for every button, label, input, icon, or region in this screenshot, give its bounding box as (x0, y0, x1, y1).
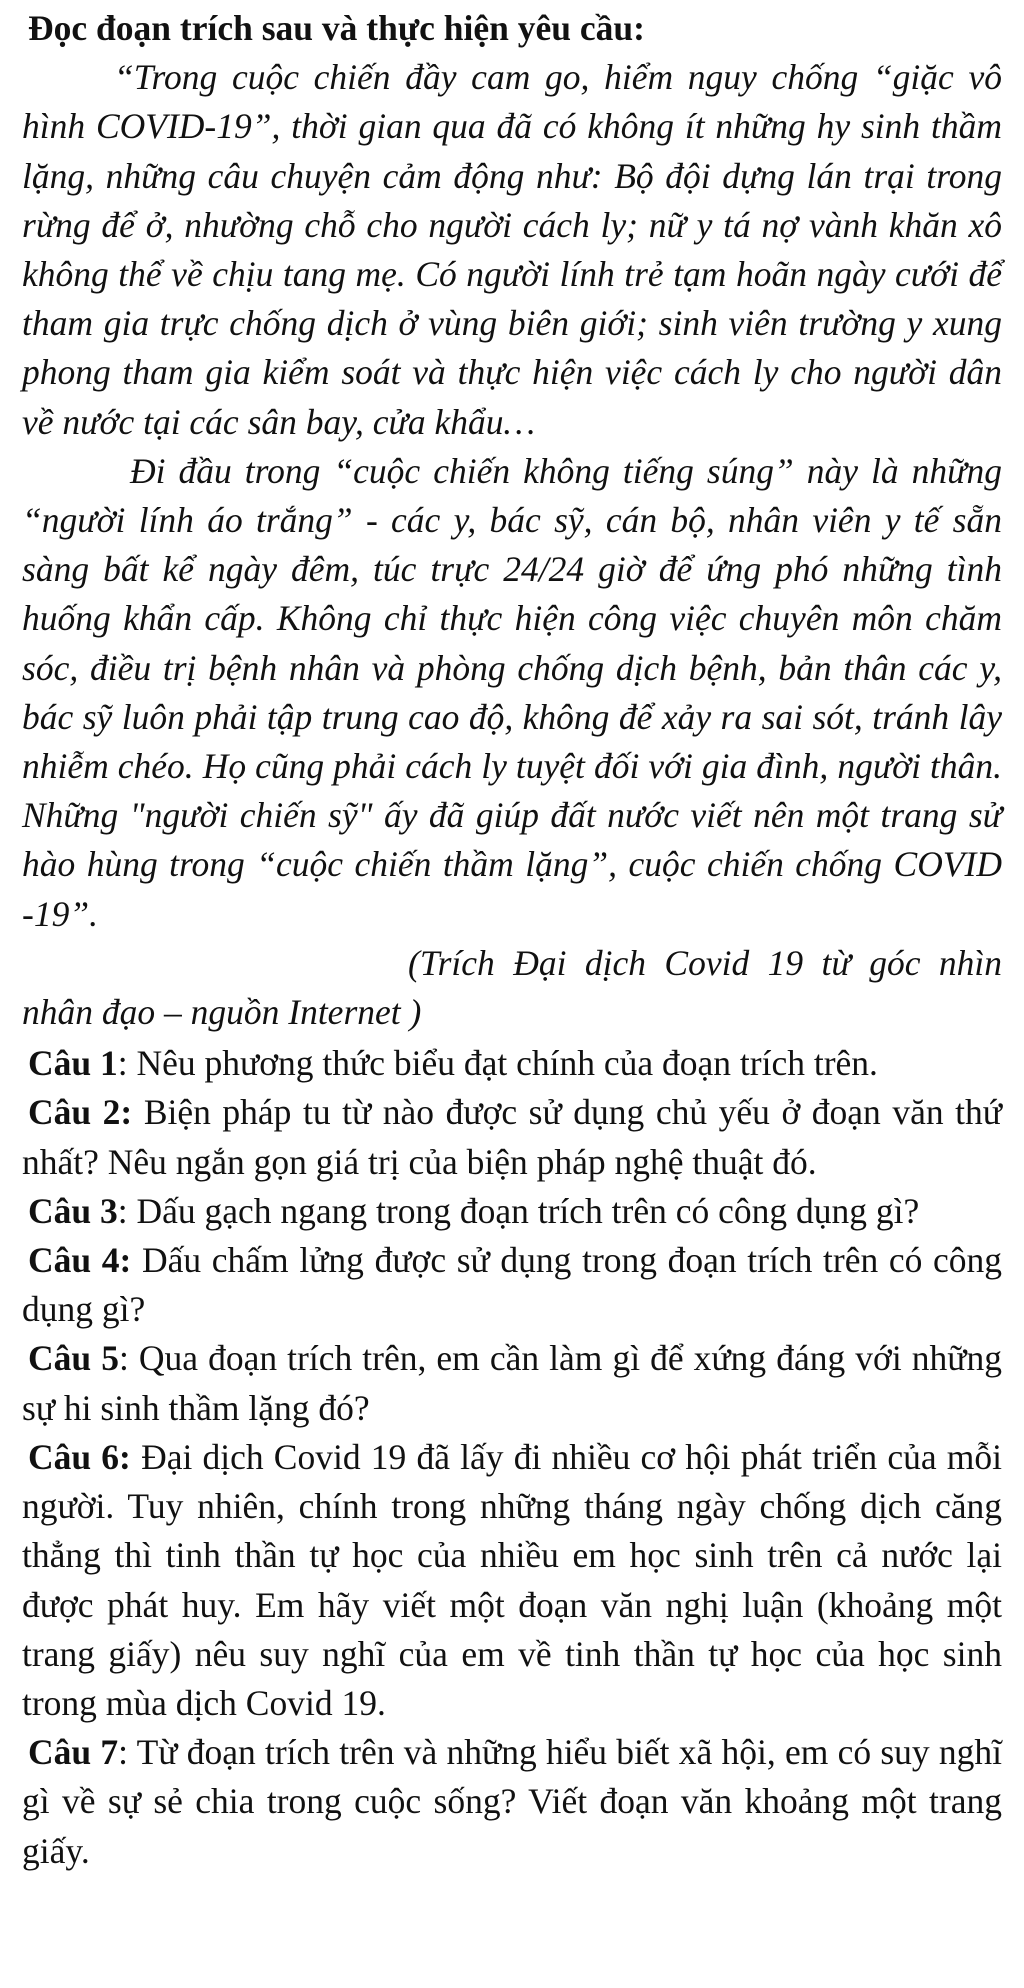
question-text: Từ đoạn trích trên và những hiểu biết xã hội, em có suy nghĩ gì về sự sẻ chia trong cuộc sống? Viết đoạn văn khoảng một trang giấy. (22, 1732, 1002, 1871)
question-text: Đại dịch Covid 19 đã lấy đi nhiều cơ hội phát triển của mỗi người. Tuy nhiên, chính trong những tháng ngày chống dịch căng thẳng thì tinh thần tự học của nhiều em học sinh trên cả nước lại được phát huy. Em hãy viết một đoạn văn nghị luận (khoảng một trang giấy) nêu suy nghĩ của em về tinh thần tự học của học sinh trong mùa dịch Covid 19. (22, 1436, 1002, 1723)
excerpt-passage (22, 53, 1002, 939)
question-text: Qua đoạn trích trên, em cần làm gì để xứng đáng với những sự hi sinh thầm lặng đó? (22, 1338, 1002, 1428)
question-separator: : (117, 1043, 128, 1084)
question-5 (22, 1334, 1002, 1432)
question-list (22, 1039, 1002, 1875)
question-separator: : (118, 1732, 128, 1773)
question-3 (22, 1187, 1002, 1236)
instruction-heading: Đọc đoạn trích sau và thực hiện yêu cầu: (28, 8, 645, 48)
question-text: Dấu gạch ngang trong đoạn trích trên có công dụng gì? (127, 1190, 920, 1231)
question-7 (22, 1728, 1002, 1876)
question-text: Dấu chấm lửng được sử dụng trong đoạn trích trên có công dụng gì? (22, 1240, 1003, 1330)
question-text: Biện pháp tu từ nào được sử dụng chủ yếu ở đoạn văn thứ nhất? Nêu ngắn gọn giá trị của biện pháp nghệ thuật đó. (22, 1092, 1003, 1182)
question-separator: : (117, 1190, 128, 1231)
question-2 (22, 1088, 1002, 1186)
question-label: Câu 5 (28, 1338, 119, 1379)
question-4 (22, 1236, 1002, 1334)
question-1 (22, 1039, 1002, 1088)
question-label: Câu 3 (28, 1190, 118, 1231)
excerpt-paragraph-2: Đi đầu trong “cuộc chiến không tiếng súng” này là những “người lính áo trắng” - các y, bác sỹ, cán bộ, nhân viên y tế sẵn sàng bất kể ngày đêm, túc trực 24/24 giờ để ứng phó những tình huống khẩn cấp. Không chỉ thực hiện công việc chuyên môn chăm sóc, điều trị bệnh nhân và phòng chống dịch bệnh, bản thân các y, bác sỹ luôn phải tập trung cao độ, không để xảy ra sai sót, tránh lây nhiễm chéo. Họ cũng phải cách ly tuyệt đối với gia đình, người thân. Những "người chiến sỹ" ấy đã giúp đất nước viết nên một trang sử hào hùng trong “cuộc chiến thầm lặng”, cuộc chiến chống COVID -19”. (22, 450, 1002, 934)
question-separator: : (118, 1338, 129, 1379)
question-label: Câu 7 (28, 1732, 119, 1773)
question-6 (22, 1433, 1002, 1728)
question-label: Câu 6: (28, 1436, 131, 1477)
question-label: Câu 1 (28, 1043, 118, 1084)
excerpt-paragraph-1: “Trong cuộc chiến đầy cam go, hiểm nguy chống “giặc vô hình COVID-19”, thời gian qua đã có không ít những hy sinh thầm lặng, những câu chuyện cảm động như: Bộ đội dựng lán trại trong rừng để ở, nhường chỗ cho người cách ly; nữ y tá nợ vành khăn xô không thể về chịu tang mẹ. Có người lính trẻ tạm hoãn ngày cưới để tham gia trực chống dịch ở vùng biên giới; sinh viên trường y xung phong tham gia kiểm soát và thực hiện việc cách ly cho người dân về nước tại các sân bay, cửa khẩu… (22, 57, 1002, 442)
excerpt-source: (Trích Đại dịch Covid 19 từ góc nhìn nhân đạo – nguồn Internet ) (22, 942, 1002, 1033)
question-label: Câu 2: (28, 1092, 133, 1133)
question-label: Câu 4: (28, 1240, 132, 1281)
question-text: Nêu phương thức biểu đạt chính của đoạn trích trên. (127, 1043, 878, 1084)
